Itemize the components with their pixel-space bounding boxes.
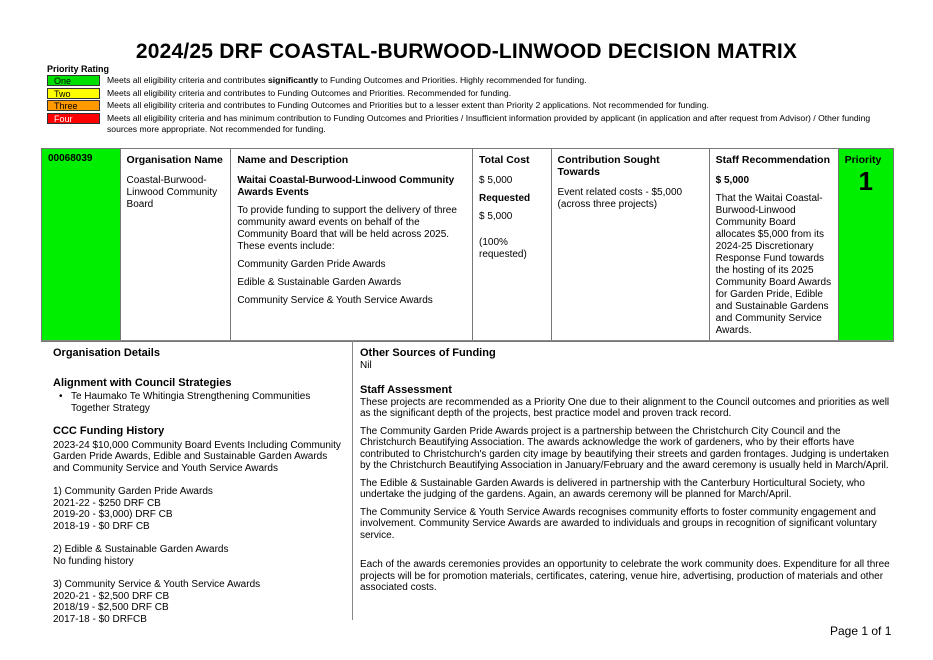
org-name: Coastal-Burwood-Linwood Community Board (126, 175, 218, 210)
event-item: Edible & Sustainable Garden Awards (237, 277, 402, 288)
priority-header: Priority (844, 154, 882, 166)
alignment-title: Alignment with Council Strategies (53, 376, 232, 389)
legend-row-four (47, 113, 877, 135)
swatch-four: Four (47, 113, 100, 124)
history-group (53, 579, 345, 625)
application-id: 00068039 (48, 153, 93, 164)
description-cell (231, 149, 473, 342)
organisation-details-column (53, 348, 345, 637)
other-funding-value: Nil (360, 359, 372, 371)
history-line: 2018-19 - $0 DRF CB (53, 520, 150, 532)
legend-row-one (47, 75, 877, 86)
bullet-icon: • (59, 391, 63, 402)
requested-percent: (100% requested) (479, 237, 527, 260)
organisation-cell (120, 149, 231, 342)
history-line: 2019-20 - $3,000) DRF CB (53, 509, 173, 520)
legend-text-four: Meets all eligibility criteria and has minimum contribution to Funding Outcomes and Priorities / Insufficient information provided by applicant (in application and after request from Advisor) / Other funding sources more appropriate. Not recommended for funding. (107, 112, 871, 134)
event-item: Community Service & Youth Service Awards (237, 295, 433, 306)
assessment-column (360, 348, 890, 594)
application-id-cell (42, 149, 121, 342)
history-line: 2021-22 - $250 DRF CB (53, 497, 161, 509)
alignment-text: Te Haumako Te Whitingia Strengthening Communities Together Strategy (70, 391, 311, 414)
page-title: 2024/25 DRF COASTAL-BURWOOD-LINWOOD DECISION MATRIX (135, 40, 798, 63)
history-line: 2018/19 - $2,500 DRF CB (53, 602, 169, 613)
swatch-two: Two (47, 88, 100, 99)
other-funding-title: Other Sources of Funding (360, 347, 496, 359)
legend-row-two (47, 88, 877, 99)
section-divider-horizontal (41, 340, 894, 341)
history-line: No funding history (53, 555, 134, 567)
history-line: 2017-18 - $0 DRFCB (53, 613, 147, 625)
history-heading: 2) Edible & Sustainable Garden Awards (53, 544, 229, 555)
assessment-paragraph: The Edible & Sustainable Garden Awards is delivered in partnership with the Canterbury Horticultural Society, who undertake the judging of the gardens. Again, an awards ceremony will be planned for March/April. (360, 477, 865, 500)
assessment-paragraph: The Community Garden Pride Awards project is a partnership between the Christchurch City Council and the Christchurch Beautifying Association. The awards acknowledge the work of gardeners, who by their efforts have contributed to Christchurch's garden city image by beautifying their streets and garden frontages. Judging is undertaken by the Christchurch Beautifying Association in January/February and the award ceremony is usually held in March/April. (360, 425, 889, 471)
contribution-cell (551, 149, 709, 342)
swatch-one: One (47, 75, 100, 86)
section-divider-vertical (352, 340, 353, 620)
org-details-title: Organisation Details (53, 347, 160, 359)
desc-intro: To provide funding to support the delivery of three community award events on behalf of the Community Board that will be held across 2025. These events include: (237, 205, 457, 252)
contrib-header: Contribution Sought Towards (557, 154, 660, 178)
history-line: 2020-21 - $2,500 DRF CB (53, 590, 170, 602)
legend-text-one: Meets all eligibility criteria and contributes significantly to Funding Outcomes and Priorities. Highly recommended for funding. (107, 75, 587, 85)
event-item: Community Garden Pride Awards (237, 259, 386, 270)
ccc-history-intro: 2023-24 $10,000 Community Board Events Including Community Garden Pride Awards, Edible and Sustainable Garden Awards and Community Service and Youth Service Awards (53, 439, 341, 474)
assessment-closing: Each of the awards ceremonies provides an opportunity to celebrate the work community does. Expenditure for all three projects will be for promotion materials, certificates, catering, venue hire, advertising, production of materials and other associated costs. (360, 559, 890, 593)
history-group (53, 544, 345, 567)
ccc-history-title: CCC Funding History (53, 425, 165, 437)
history-heading: 1) Community Garden Pride Awards (53, 486, 213, 497)
priority-legend-heading: Priority Rating (47, 64, 110, 74)
staff-amount: $ 5,000 (715, 175, 750, 186)
total-cost: $ 5,000 (479, 175, 513, 186)
staff-text: That the Waitai Coastal-Burwood-Linwood Community Board allocates $5,000 from its 2024-25 Discretionary Response Fund towards the hosting of its 2025 Community Board Awards for Garden Pride, Edible and Sustainable Gardens and Community Service Awards. (715, 193, 832, 336)
priority-cell (838, 149, 893, 342)
staff-assessment-title: Staff Assessment (360, 384, 452, 396)
alignment-bullet (53, 391, 345, 414)
cost-cell (473, 149, 552, 342)
contrib-text: Event related costs - $5,000 (across three projects) (557, 187, 683, 210)
org-header: Organisation Name (126, 154, 223, 166)
legend-text-two: Meets all eligibility criteria and contributes to Funding Outcomes and Priorities. Recommended for funding. (107, 87, 512, 98)
cost-header: Total Cost (479, 154, 530, 166)
requested-label: Requested (479, 193, 531, 204)
staff-header: Staff Recommendation (715, 154, 831, 166)
swatch-three: Three (47, 100, 100, 111)
requested-amount: $ 5,000 (479, 211, 513, 222)
history-group (53, 486, 345, 532)
decision-matrix-table (41, 148, 894, 342)
legend-row-three (47, 100, 877, 111)
project-title: Waitai Coastal-Burwood-Linwood Community Awards Events (237, 175, 455, 198)
desc-header: Name and Description (237, 154, 349, 166)
staff-recommendation-cell (709, 149, 838, 342)
assessment-paragraph: These projects are recommended as a Priority One due to their alignment to the Council outcomes and priorities as well as the significant depth of the projects, best practice model and proven track record. (360, 396, 890, 419)
page-number: Page 1 of 1 (830, 624, 892, 638)
priority-legend (47, 64, 877, 136)
priority-value: 1 (858, 166, 874, 196)
history-heading: 3) Community Service & Youth Service Awards (53, 579, 261, 590)
assessment-paragraph: The Community Service & Youth Service Awards recognises community efforts to foster community engagement and involvement. Community Service Awards are awarded to individuals and groups in recognition of significant voluntary service. (360, 506, 877, 541)
legend-text-three: Meets all eligibility criteria and contributes to Funding Outcomes and Priorities but to a lesser extent than Priority 2 applications. Not recommended for funding. (107, 100, 709, 110)
